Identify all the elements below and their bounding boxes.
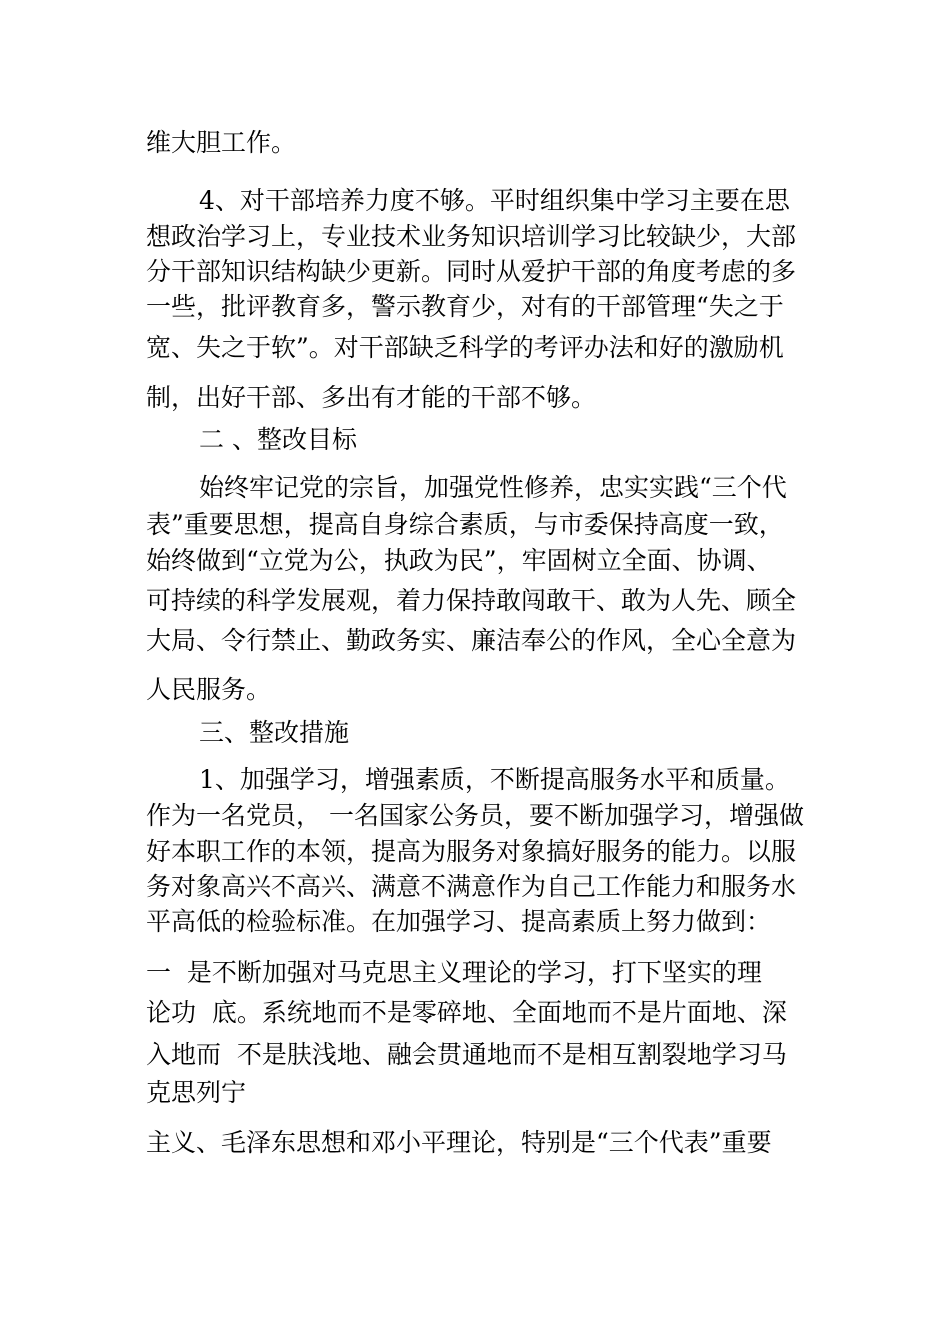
text-line: 主义、毛泽东思想和邓小平理论，特别是“三个代表”重要 <box>146 1128 772 1157</box>
text-line: 宽、失之于软”。对干部缺乏科学的考评办法和好的激励机 <box>146 333 784 362</box>
text-line: 分干部知识结构缺少更新。同时从爱护干部的角度考虑的多 <box>146 257 797 286</box>
text-line: 入地而 不是肤浅地、融会贯通地而不是相互割裂地学习马 <box>146 1040 787 1069</box>
text-line: 表”重要思想，提高自身综合素质，与市委保持高度一致， <box>146 510 784 539</box>
text-line: 务对象高兴不高兴、满意不满意作为自己工作能力和服务水 <box>146 872 797 901</box>
section-heading: 二 、整改目标 <box>199 425 357 454</box>
text-line: 一 是不断加强对马克思主义理论的学习，打下坚实的理 <box>146 958 762 987</box>
text-line: 大局、令行禁止、勤政务实、廉洁奉公的作风，全心全意为 <box>146 626 797 655</box>
text-line: 想政治学习上，专业技术业务知识培训学习比较缺少，大部 <box>146 222 797 251</box>
text-line: 人民服务。 <box>146 675 272 704</box>
text-line: 论功 底。系统地而不是零碎地、全面地而不是片面地、深 <box>146 998 787 1027</box>
text-line: 克思列宁 <box>146 1078 247 1107</box>
text-line: 4、对干部培养力度不够。平时组织集中学习主要在思 <box>199 186 790 215</box>
text-line: 维大胆工作。 <box>146 128 297 157</box>
text-line: 始终做到“立党为公，执政为民”，牢固树立全面、协调、 <box>146 546 772 575</box>
text-line: 1、加强学习，增强素质，不断提高服务水平和质量。 <box>199 765 790 794</box>
section-heading: 三、整改措施 <box>199 718 350 747</box>
text-line: 好本职工作的本领，提高为服务对象搞好服务的能力。以服 <box>146 837 797 866</box>
text-line: 始终牢记党的宗旨，加强党性修养，忠实实践“三个代 <box>199 473 787 502</box>
text-line: 作为一名党员， 一名国家公务员，要不断加强学习，增强做 <box>146 801 804 830</box>
text-line: 平高低的检验标准。在加强学习、提高素质上努力做到： <box>146 907 772 936</box>
text-line: 可持续的科学发展观，着力保持敢闯敢干、敢为人先、顾全 <box>146 586 797 615</box>
text-line: 制，出好干部、多出有才能的干部不够。 <box>146 383 597 412</box>
text-line: 一些，批评教育多，警示教育少，对有的干部管理“失之于 <box>146 292 784 321</box>
